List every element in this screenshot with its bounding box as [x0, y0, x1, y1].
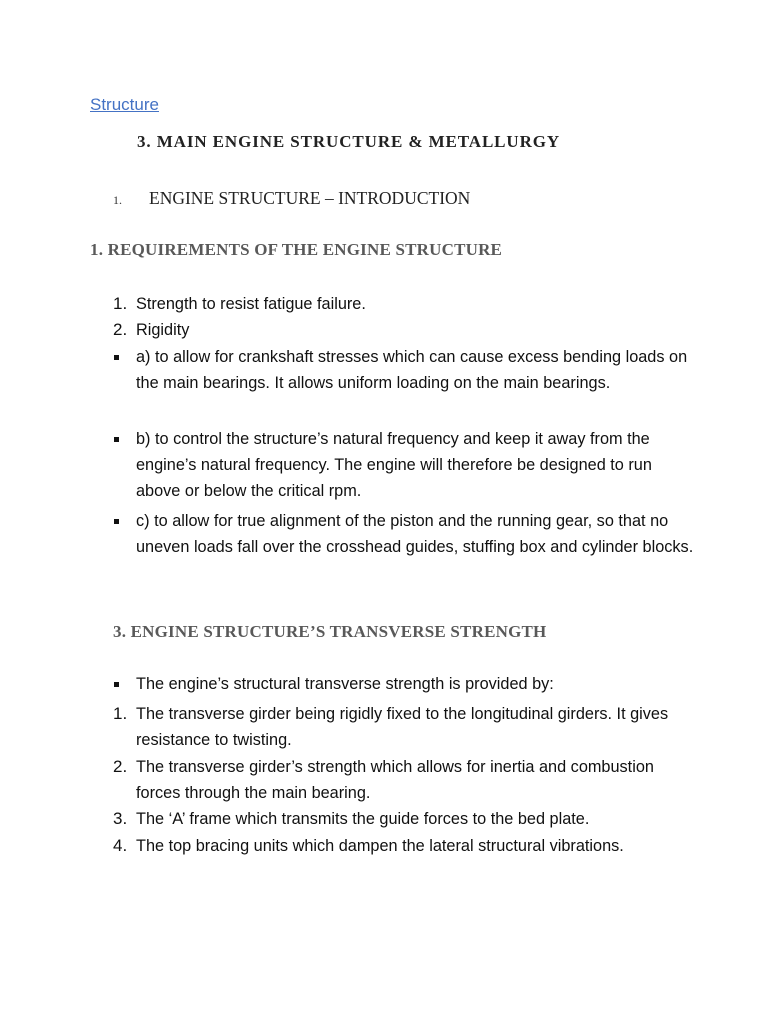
- list-number: 2.: [113, 320, 128, 339]
- list-number: 3.: [113, 809, 128, 828]
- subheading-text: ENGINE STRUCTURE – INTRODUCTION: [149, 188, 471, 208]
- list-item-text: The ‘A’ frame which transmits the guide forces to the bed plate.: [136, 810, 590, 828]
- bullet-icon: [114, 355, 119, 360]
- section-heading-transverse-strength: 3. ENGINE STRUCTURE’S TRANSVERSE STRENGTH: [113, 622, 547, 641]
- section-heading-requirements: 1. REQUIREMENTS OF THE ENGINE STRUCTURE: [90, 240, 503, 259]
- list-item-text: Strength to resist fatigue failure.: [136, 295, 366, 313]
- list-item-text: a) to allow for crankshaft stresses which can cause excess bending loads on the main bearings. It allows uniform loading on the main bearings.: [136, 348, 688, 392]
- structure-link[interactable]: Structure: [90, 95, 159, 114]
- bullet-icon: [114, 682, 119, 687]
- list-item-text: The transverse girder being rigidly fixed to the longitudinal girders. It gives resistance to twisting.: [136, 705, 669, 749]
- subheading-number: 1.: [113, 193, 122, 207]
- bullet-icon: [114, 437, 119, 442]
- list-item-text: The transverse girder’s strength which allows for inertia and combustion forces through the main bearing.: [136, 758, 654, 802]
- list-item-text: c) to allow for true alignment of the piston and the running gear, so that no uneven loads fall over the crosshead guides, stuffing box and cylinder blocks.: [136, 512, 694, 556]
- bullet-icon: [114, 519, 119, 524]
- list-number: 2.: [113, 757, 128, 776]
- list-item-text: Rigidity: [136, 321, 190, 339]
- list-item-text: The top bracing units which dampen the lateral structural vibrations.: [136, 837, 624, 855]
- list-number: 1.: [113, 294, 128, 313]
- list-item-text: The engine’s structural transverse strength is provided by:: [136, 675, 554, 693]
- page-title: 3. MAIN ENGINE STRUCTURE & METALLURGY: [137, 132, 561, 151]
- list-number: 1.: [113, 704, 128, 723]
- list-number: 4.: [113, 836, 128, 855]
- list-item-text: b) to control the structure’s natural frequency and keep it away from the engine’s natural frequency. The engine will therefore be designed to run above or below the critical rpm.: [136, 430, 652, 500]
